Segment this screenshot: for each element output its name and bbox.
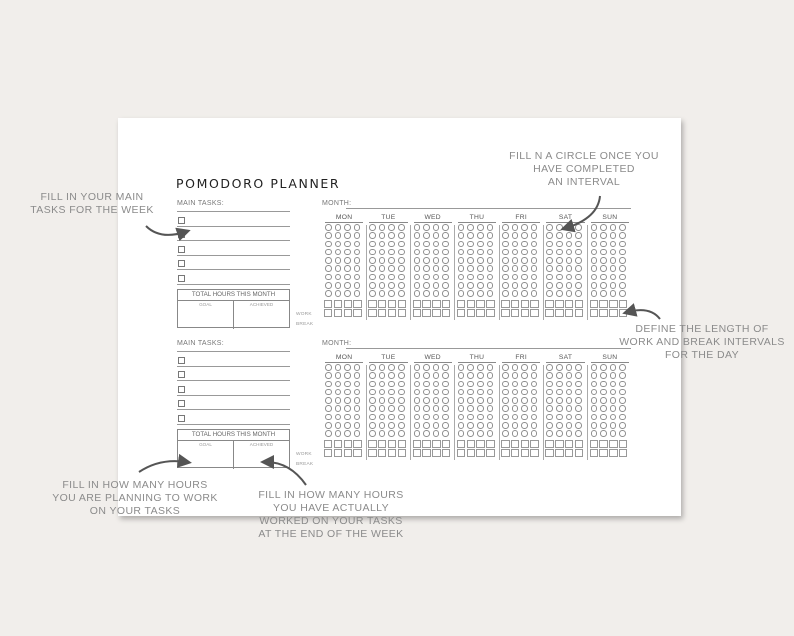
achieved-label: ACHIEVED <box>249 302 274 307</box>
day-name: THU <box>469 214 485 221</box>
day-name: WED <box>424 354 441 361</box>
arrow-icon <box>266 462 306 485</box>
day-name: TUE <box>381 354 396 361</box>
arrow-icon <box>566 196 600 228</box>
annotation-line: FILL N A CIRCLE ONCE YOU <box>509 150 659 162</box>
month-label: MONTH: <box>322 200 352 207</box>
arrow-icon <box>628 310 660 319</box>
goal-label: GOAL <box>199 442 212 447</box>
annotation-line: FILL IN HOW MANY HOURS <box>62 479 208 491</box>
annotation-line: YOU HAVE ACTUALLY <box>272 502 390 514</box>
day-name: SUN <box>602 354 618 361</box>
break-label: BREAK <box>296 462 314 467</box>
annotation-line: FOR THE DAY <box>664 349 740 361</box>
work-label: WORK <box>296 452 312 457</box>
work-label: WORK <box>296 312 312 317</box>
annotation-line: FILL IN YOUR MAIN <box>40 191 144 203</box>
annotation-line: AT THE END OF THE WEEK <box>258 528 404 540</box>
annotation-line: ON YOUR TASKS <box>89 505 181 517</box>
arrow-icon <box>146 226 185 235</box>
annotation-line: WORK AND BREAK INTERVALS <box>619 336 785 348</box>
day-name: MON <box>335 214 353 221</box>
day-name: THU <box>469 354 485 361</box>
day-name: TUE <box>381 214 396 221</box>
annotation-line: YOU ARE PLANNING TO WORK <box>52 492 218 504</box>
goal-label: GOAL <box>199 302 212 307</box>
main-tasks-label: MAIN TASKS: <box>177 340 224 347</box>
total-hours-title: TOTAL HOURS THIS MONTH <box>178 430 289 441</box>
day-name: SAT <box>558 354 573 361</box>
day-name: MON <box>335 354 353 361</box>
annotation-line: DEFINE THE LENGTH OF <box>635 323 769 335</box>
day-name: SUN <box>602 214 618 221</box>
total-hours-title: TOTAL HOURS THIS MONTH <box>178 290 289 301</box>
day-name: FRI <box>515 214 528 221</box>
main-tasks-label: MAIN TASKS: <box>177 200 224 207</box>
day-name: WED <box>424 214 441 221</box>
annotation-line: HAVE COMPLETED <box>533 163 635 175</box>
annotation-line: AN INTERVAL <box>547 176 621 188</box>
planner-title: POMODORO PLANNER <box>176 176 341 191</box>
achieved-label: ACHIEVED <box>249 442 274 447</box>
day-name: SAT <box>558 214 573 221</box>
annotation-line: WORKED ON YOUR TASKS <box>259 515 403 527</box>
day-name: FRI <box>515 354 528 361</box>
annotation-line: FILL IN HOW MANY HOURS <box>258 489 404 501</box>
month-label: MONTH: <box>322 340 352 347</box>
annotation-line: TASKS FOR THE WEEK <box>30 204 154 216</box>
arrow-icon <box>139 461 186 472</box>
break-label: BREAK <box>296 322 314 327</box>
